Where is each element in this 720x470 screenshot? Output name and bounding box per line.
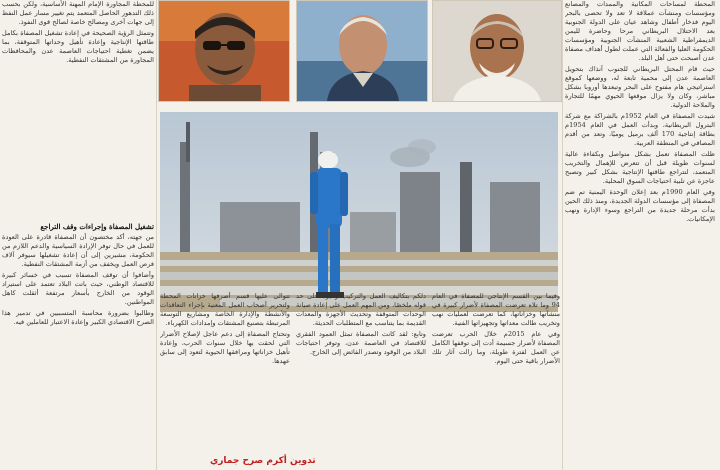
paragraph: وفي عام 2015م خلال الحرب تعرضت المصفاة لأضرار جسيمة أدت إلى توقفها الكامل عن العمل لفترة طويلة، وما زالت آثار تلك الأضرار باقية حتى اليوم. bbox=[432, 330, 560, 365]
paragraph: وفي العام 1990م بعد إعلان الوحدة اليمنية تم ضم المصفاة إلى مؤسسات الدولة الجديدة، ومنذ ذلك الحين بدأت مرحلة جديدة من التراجع وسوء الإدارة ونهب الإمكانيات. bbox=[565, 188, 715, 223]
article-column-bottom-2 bbox=[296, 292, 426, 470]
paragraph: وطالبوا بضرورة محاسبة المتسببين في تدمير هذا الصرح الاقتصادي الكبير وإعادة الاعتبار للعاملين فيه. bbox=[2, 309, 154, 326]
paragraph: ظلت المصفاة تعمل بشكل متواصل وبكفاءة عالية لسنوات طويلة قبل أن تتعرض للإهمال والتخريب المتعمد، لتتراجع طاقتها الإنتاجية بشكل كبير وتصبح عاجزة عن تلبية احتياجات السوق المحلية. bbox=[565, 150, 715, 185]
paragraph: للمحطة المجاورة الإمام المهنة الأساسية، ولكن بحسب ذلك التدهور الحاصل المتعمد يتم تغيير مسار عمل النفط إلى جهات أخرى ومصالح خاصة لصالح قوى النفوذ. bbox=[2, 0, 154, 26]
paragraph: وتابع: لقد كانت المصفاة تمثل العمود الفقري للاقتصاد في العاصمة عدن، وتوفر احتياجات البلاد من الوقود وتصدر الفائض إلى الخارج. bbox=[296, 330, 426, 356]
paragraph: وتتمثل الرؤية الصحيحة في إعادة تشغيل المصفاة بكامل طاقتها الإنتاجية وإعادة تأهيل وحداتها المتوقفة، بما يضمن تغطية احتياجات العاصمة عدن والمحافظات المجاورة من المشتقات النفطية. bbox=[2, 29, 154, 64]
portrait-photo-1 bbox=[158, 0, 290, 102]
paragraph: تتوالى عليها قسم أصرفها خزانات المحطة ولتحرير أصحاب العمل المعنية بإجراء التعاقدات والأنشطة والإدارة الخاصة ومشاريع التوسعة المرتبطة بتصنيع المشتقات وإمدادات الكهرباء. bbox=[160, 292, 290, 327]
refinery-photo bbox=[160, 112, 558, 312]
article-column-bottom-3 bbox=[432, 292, 560, 470]
portrait-photo-3 bbox=[432, 0, 562, 102]
section-heading: تشغيل المصفاة وإجراءات وقف التراجع bbox=[40, 222, 154, 231]
paragraph: وفيما بين القسم الإنتاجي للمصفاة في العام 94 وما تلاه تعرضت المصفاة لأضرار كبيرة في منشآتها وخزاناتها، كما تعرضت لعمليات نهب وتخريب طالت معداتها وتجهيزاتها الفنية. bbox=[432, 292, 560, 327]
paragraph: وأضافوا أن توقف المصفاة تسبب في خسائر كبيرة للاقتصاد الوطني، حيث باتت البلاد تعتمد على استيراد الوقود من الخارج بأسعار مرتفعة أثقلت كاهل المواطنين. bbox=[2, 271, 154, 306]
paragraph: وتحتاج المصفاة إلى دعم عاجل لإصلاح الأضرار التي لحقت بها خلال سنوات الحرب، وإعادة تأهيل خزاناتها ومرافقها الحيوية لتعود إلى سابق عهدها. bbox=[160, 330, 290, 365]
paragraph: دلكم بتكاليف العمل والتركيب وغيره على حد قوله ملخصًا، ومن المهم العمل على إعادة صيانة الوحدات المتوقفة وتحديث الأجهزة والمعدات القديمة بما يتناسب مع المتطلبات الحديثة. bbox=[296, 292, 426, 327]
paragraph: حيث قام المحتل البريطاني للجنوب آنذاك بتحويل العاصمة عدن إلى محمية تابعة له، ووضعها كموقع استراتيجي هام مفتوح على البحر وتبعدها أوروبا بشكل مباشر، وكان ولا يزال موقعها الحيوي مهمًا للتجارة والملاحة الدولية. bbox=[565, 65, 715, 109]
article-left-column bbox=[2, 0, 154, 260]
article-column-bottom-1 bbox=[160, 292, 290, 470]
portrait-photo-2 bbox=[296, 0, 428, 102]
author-byline: تدوين أكرم صرح جماري bbox=[210, 456, 316, 466]
paragraph: من جهته، أكد مختصون أن المصفاة قادرة على العودة للعمل في حال توفر الإرادة السياسية والدعم اللازم من الحكومة، مشيرين إلى أن إعادة تشغيلها سيوفر آلاف فرص العمل ويخفف من أزمة المشتقات النفطية. bbox=[2, 233, 154, 268]
paragraph: شيدت المصفاة في العام 1952م بالشراكة مع شركة البترول البريطانية، وبدأت العمل في العام 1954م بطاقة إنتاجية 170 ألف برميل يوميًا، وتعد من أقدم المصافي في المنطقة العربية. bbox=[565, 112, 715, 147]
paragraph: المحطة لمساحات المكانية والممدات والمصانع ومؤسسات ومنشآت عملاقة لا تعد ولا تحصى بالبحر اليوم فدخار أطفال وشاهد عيان على الدولة الجنوبية بعد الاحتلال البريطاني مرحا وحاضرة لليمن الديمقراطية الشعبية المنشآت الجنوبية ومؤسسات الحكومة العليا والفعالة التي عملت لطول أهداف مصفاة عدن أصبحت حتى أهل البلد. bbox=[565, 0, 715, 62]
